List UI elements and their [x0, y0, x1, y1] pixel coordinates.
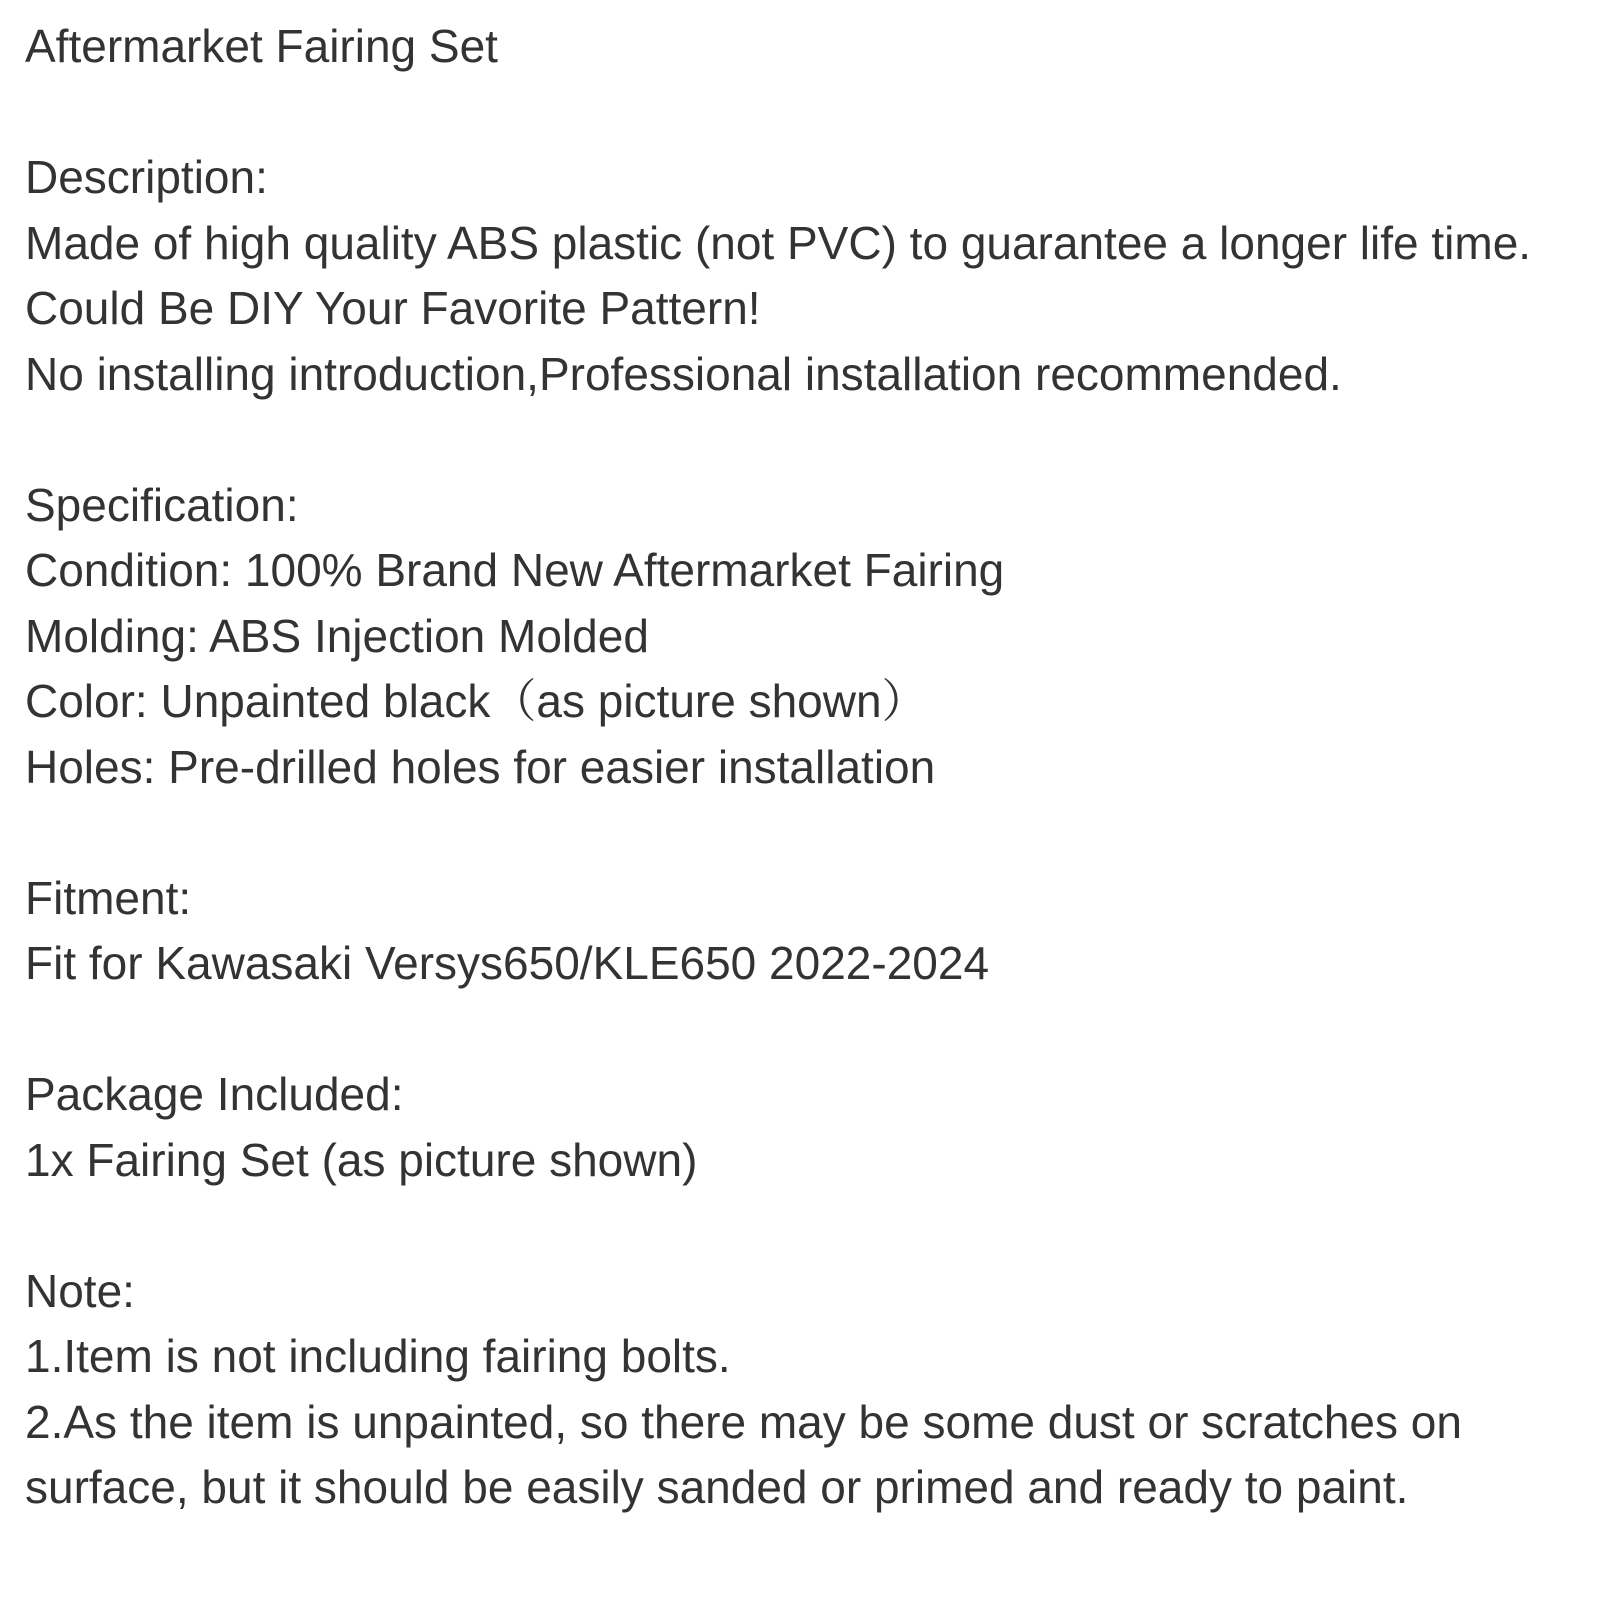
document-title: Aftermarket Fairing Set — [25, 20, 498, 72]
fitment-heading: Fitment: — [25, 871, 192, 924]
description-line: No installing introduction,Professional installation recommended. — [25, 347, 1342, 400]
specification-heading: Specification: — [25, 478, 299, 531]
note-section — [25, 1259, 1595, 1521]
specification-line-molding: Molding: ABS Injection Molded — [25, 609, 649, 662]
description-section — [25, 145, 1595, 407]
package-line: 1x Fairing Set (as picture shown) — [25, 1133, 698, 1186]
description-line: Made of high quality ABS plastic (not PVC) to guarantee a longer life time. — [25, 216, 1532, 269]
specification-section — [25, 473, 1595, 801]
description-line: Could Be DIY Your Favorite Pattern! — [25, 282, 761, 334]
description-heading: Description: — [25, 151, 268, 203]
note-line: 1.Item is not including fairing bolts. — [25, 1330, 731, 1382]
package-section — [25, 1062, 1595, 1193]
specification-line-color: Color: Unpainted black（as picture shown） — [25, 675, 928, 727]
note-line: 2.As the item is unpainted, so there may be some dust or scratches on surface, but it should be easily sanded or primed and ready to paint. — [25, 1395, 1462, 1513]
specification-line-holes: Holes: Pre-drilled holes for easier installation — [25, 740, 936, 793]
package-heading: Package Included: — [25, 1068, 404, 1120]
product-description-document — [25, 14, 1595, 1521]
note-heading: Note: — [25, 1264, 135, 1317]
title-section — [25, 14, 1595, 80]
specification-line-condition: Condition: 100% Brand New Aftermarket Fairing — [25, 544, 1005, 596]
fitment-section — [25, 866, 1595, 997]
fitment-line: Fit for Kawasaki Versys650/KLE650 2022-2024 — [25, 937, 990, 989]
